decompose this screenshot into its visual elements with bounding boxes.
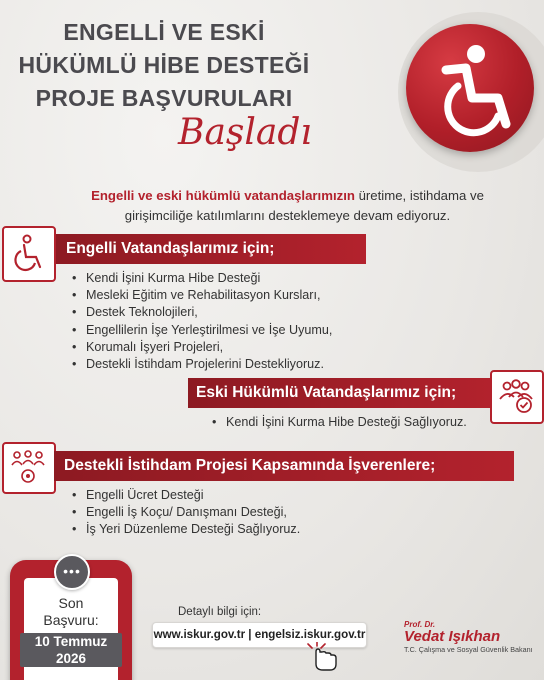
deadline-label-line-2: Başvuru: [43,612,99,628]
intro-text [60,186,515,226]
people-target-icon [9,449,47,485]
section-1-icon-box [2,226,56,282]
list-item: • Destek Teknolojileri, [72,304,332,321]
intro-line-2: girişimciliğe katılımlarını desteklemeye devam ediyoruz. [124,208,451,223]
section-1-heading: Engelli Vatandaşlarımız için; [56,234,366,264]
section-2-icon-box [490,370,544,424]
section-2-list [212,414,467,431]
poster-title [14,16,314,115]
title-line-2: HÜKÜMLÜ HİBE DESTEĞİ [18,52,310,78]
list-item: • Engellilerin İşe Yerleştirilmesi ve İşe Uyumu, [72,322,332,339]
list-item: • Kendi İşini Kurma Hibe Desteği Sağlıyoruz. [212,414,467,431]
signature-prefix: Prof. Dr. [404,620,436,629]
website-links[interactable]: www.iskur.gov.tr | engelsiz.iskur.gov.tr [152,622,367,648]
list-item: • İş Yeri Düzenleme Desteği Sağlıyoruz. [72,521,300,538]
list-item: • Kendi İşini Kurma Hibe Desteği [72,270,332,287]
wheelchair-icon [9,233,47,273]
intro-highlight: Engelli ve eski hükümlü vatandaşlarımızın [91,188,355,203]
chat-bubble-icon: ••• [54,554,90,590]
section-3-list [72,487,300,539]
info-label: Detaylı bilgi için: [178,606,262,618]
pointing-hand-icon [306,642,340,672]
title-line-3: PROJE BAŞVURULARI [35,85,293,111]
list-item: • Engelli Ücret Desteği [72,487,300,504]
deadline-date [20,633,122,667]
deadline-label [24,595,118,629]
section-2-heading: Eski Hükümlü Vatandaşlarımız için; [188,378,496,408]
title-line-1: ENGELLİ VE ESKİ [63,19,265,45]
title-script: Başladı [178,112,312,153]
intro-rest: üretime, istihdama ve [354,188,484,203]
signature-block [404,620,534,654]
list-item: • Destekli İstihdam Projelerini Destekliyoruz. [72,356,332,373]
list-item: • Mesleki Eğitim ve Rehabilitasyon Kursları, [72,287,332,304]
signature-name: Vedat Işıkhan [404,628,501,645]
list-item: • Korumalı İşyeri Projeleri, [72,339,332,356]
section-3-heading: Destekli İstihdam Projesi Kapsamında İşverenlere; [54,451,514,481]
signature-org: T.C. Çalışma ve Sosyal Güvenlik Bakanı [404,645,533,654]
section-1-list [72,270,332,373]
group-check-icon [497,377,535,415]
deadline-date-line-2: 2026 [55,651,87,666]
deadline-label-line-1: Son [58,595,84,611]
list-item: • Engelli İş Koçu/ Danışmanı Desteği, [72,504,300,521]
hero-wheelchair-icon [406,24,534,152]
section-3-icon-box [2,442,56,494]
deadline-date-line-1: 10 Temmuz [34,634,108,649]
